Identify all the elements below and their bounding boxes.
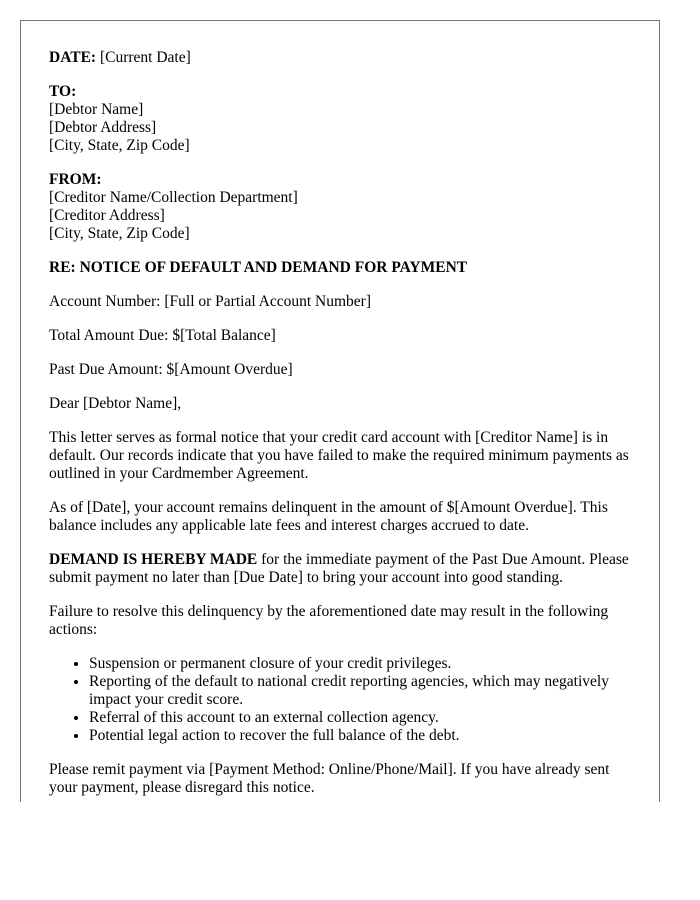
- salutation: Dear [Debtor Name],: [49, 395, 182, 412]
- letter-content: [49, 49, 635, 802]
- delinquency-paragraph: As of [Date], your account remains delinquent in the amount of $[Amount Overdue]. This balance includes any applicable late fees and interest charges accrued to date.: [49, 499, 608, 534]
- list-item: • Suspension or permanent closure of your credit privileges.: [89, 655, 635, 673]
- total-amount-due: Total Amount Due: $[Total Balance]: [49, 327, 276, 344]
- past-due-amount: Past Due Amount: $[Amount Overdue]: [49, 361, 293, 378]
- date-value: [Current Date]: [96, 49, 191, 66]
- demand-bold-text: DEMAND IS HEREBY MADE: [49, 551, 258, 568]
- to-block: [49, 83, 635, 155]
- debtor-address: [Debtor Address]: [49, 119, 157, 136]
- list-item: • Potential legal action to recover the full balance of the debt.: [89, 727, 635, 745]
- creditor-name: [Creditor Name/Collection Department]: [49, 189, 298, 206]
- demand-rest-text: for the immediate payment of the Past Due Amount. Please submit payment no later than [Due Date] to bring your account into good standing.: [49, 551, 629, 586]
- demand-paragraph: [49, 551, 635, 587]
- from-block: [49, 171, 635, 243]
- letter-page: [20, 20, 660, 802]
- creditor-city: [City, State, Zip Code]: [49, 225, 190, 242]
- date-line: [49, 49, 635, 67]
- consequences-intro: Failure to resolve this delinquency by the aforementioned date may result in the following actions:: [49, 603, 609, 638]
- account-number: Account Number: [Full or Partial Account Number]: [49, 293, 371, 310]
- default-notice-paragraph: This letter serves as formal notice that your credit card account with [Creditor Name] is in default. Our records indicate that you have failed to make the required minimum payments as outlined in your Cardmember Agreement.: [49, 429, 629, 482]
- to-label: TO:: [49, 83, 77, 100]
- from-label: FROM:: [49, 171, 102, 188]
- subject-text: RE: NOTICE OF DEFAULT AND DEMAND FOR PAYMENT: [49, 259, 468, 276]
- subject-line: [49, 259, 635, 277]
- debtor-city: [City, State, Zip Code]: [49, 137, 190, 154]
- payment-instructions: Please remit payment via [Payment Method: Online/Phone/Mail]. If you have already sent your payment, please disregard this notice.: [49, 761, 610, 796]
- consequences-list: [49, 655, 635, 745]
- list-item: • Referral of this account to an external collection agency.: [89, 709, 635, 727]
- creditor-address: [Creditor Address]: [49, 207, 165, 224]
- date-label: DATE:: [49, 49, 97, 66]
- debtor-name: [Debtor Name]: [49, 101, 144, 118]
- list-item: • Reporting of the default to national credit reporting agencies, which may negatively impact your credit score.: [89, 673, 635, 709]
